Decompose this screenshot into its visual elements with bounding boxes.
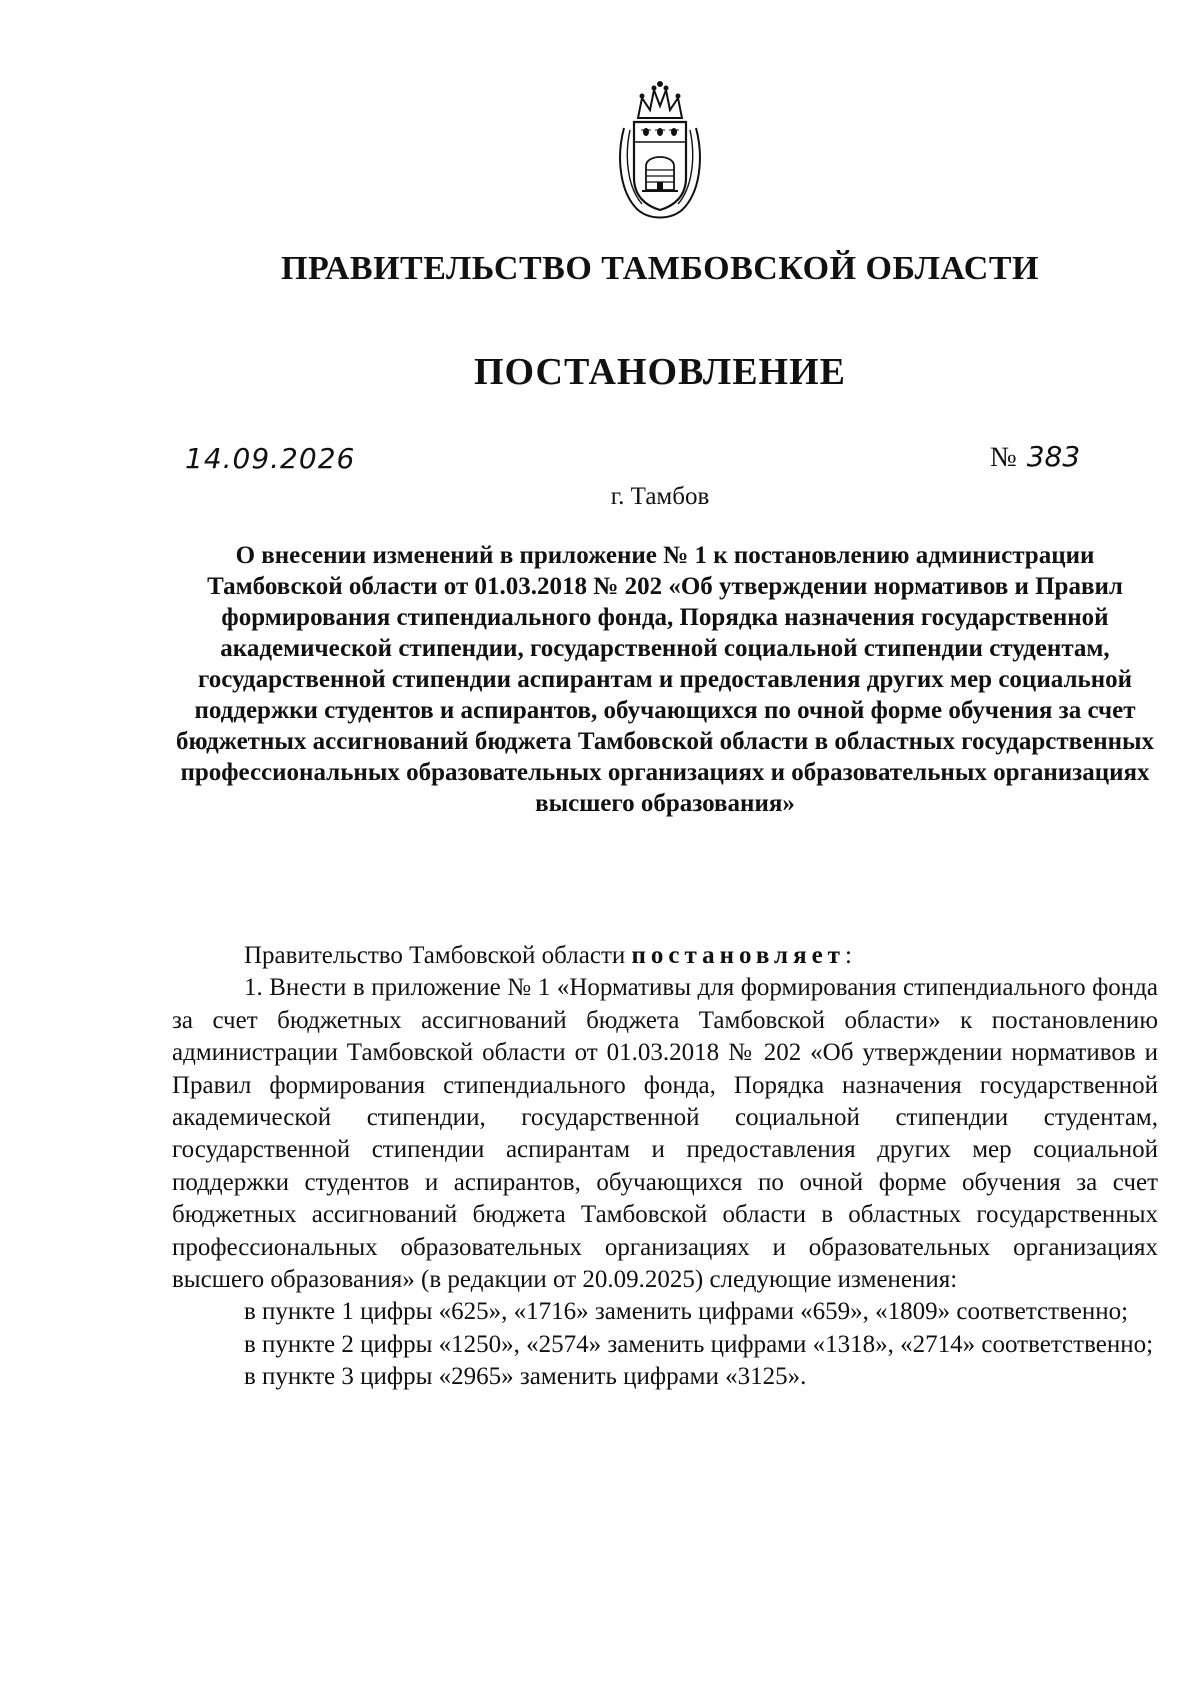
intro-prefix: Правительство Тамбовской области [244, 942, 632, 969]
document-subject: О внесении изменений в приложение № 1 к постановлению администрации Тамбовской области от 01.03.2018 № 202 «Об утверждении нормативов и Правил формирования стипендиального фонда, Порядка назначения государственной академической стипендии, государственной социальной стипендии студентам, государственной стипендии аспирантам и предоставления других мер социальной поддержки студентов и аспирантов, обучающихся по очной форме обучения за счет бюджетных ассигнований бюджета Тамбовской области в областных государственных профессиональных образовательных организациях и образовательных организациях высшего образования» [175, 542, 1155, 817]
document-date: 14.09.2026 [185, 442, 356, 475]
document-type-heading: ПОСТАНОВЛЕНИЕ [473, 351, 847, 393]
number-sign: № [990, 442, 1017, 473]
organization-title: ПРАВИТЕЛЬСТВО ТАМБОВСКОЙ ОБЛАСТИ [281, 250, 1039, 287]
intro-paragraph [172, 940, 1158, 972]
intro-suffix: : [844, 942, 852, 969]
document-body [172, 940, 1158, 1394]
item-1-paragraph: 1. Внести в приложение № 1 «Нормативы для формирования стипендиального фонда за счет бюджетных ассигнований бюджета Тамбовской области» к постановлению администрации Тамбовской области от 01.03.2018 № 202 «Об утверждении нормативов и Правил формирования стипендиального фонда, Порядка назначения государственной академической стипендии, государственной социальной стипендии студентам, государственной стипендии аспирантам и предоставления других мер социальной поддержки студентов и аспирантов, обучающихся по очной форме обучения за счет бюджетных ассигнований бюджета Тамбовской области в областных государственных профессиональных образовательных организациях и образовательных организациях высшего образования» (в редакции от 20.09.2025) следующие изменения: [172, 974, 1158, 1294]
city-line: г. Тамбов [610, 483, 710, 510]
coat-of-arms-icon [610, 78, 710, 228]
change-1-paragraph: в пункте 1 цифры «625», «1716» заменить цифрами «659», «1809» соответственно; [244, 1298, 1129, 1326]
change-3-paragraph: в пункте 3 цифры «2965» заменить цифрами «3125». [244, 1363, 807, 1391]
number-value: 383 [1026, 440, 1081, 473]
intro-verb: постановляет [631, 942, 845, 969]
change-2-paragraph: в пункте 2 цифры «1250», «2574» заменить цифрами «1318», «2714» соответственно; [244, 1330, 1154, 1358]
document-number [990, 440, 1080, 474]
